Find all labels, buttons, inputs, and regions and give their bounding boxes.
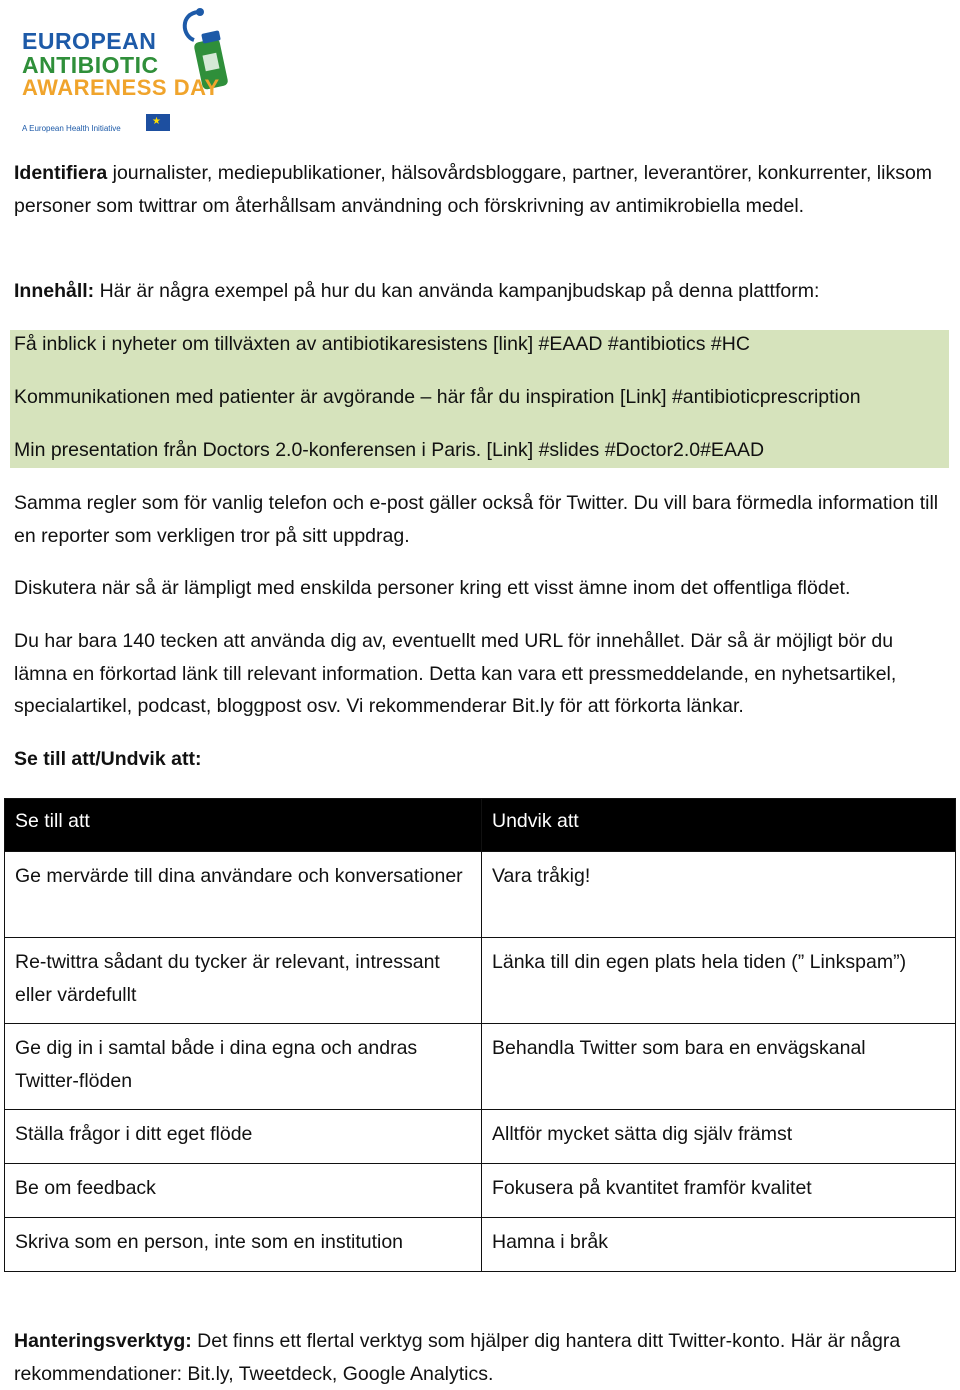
intro-text: journalister, mediepublikationer, hälsovårdsbloggare, partner, leverantörer, konkurrenter, liksom personer som twittrar om återhållsam användning och förskrivning av antimikrobiella medel.: [14, 162, 933, 217]
dont-cell: Hamna i bråk: [482, 1218, 956, 1272]
logo-line-european: EUROPEAN: [22, 28, 157, 54]
dont-cell: Vara tråkig!: [482, 852, 956, 938]
paragraph-characters: Du har bara 140 tecken att använda dig av, eventuellt med URL för innehållet. Där så är möjligt bör du lämna en förkortad länk till relevant information. Detta kan vara ett pressmeddelande, en nyhetsartikel, specialartikel, podcast, bloggpost osv. Vi rekommenderar Bit.ly för att förkorta länkar.: [14, 630, 897, 717]
example-tweet-2: Kommunikationen med patienter är avgörande – här får du inspiration [Link] #antibioticprescription: [14, 386, 861, 408]
intro-paragraph: [14, 157, 949, 222]
do-cell: Ge dig in i samtal både i dina egna och andras Twitter-flöden: [5, 1024, 482, 1110]
tools-text: Det finns ett flertal verktyg som hjälper dig hantera ditt Twitter-konto. Här är några rekommendationer: Bit.ly, Tweetdeck, Google Analytics.: [14, 1330, 901, 1385]
example-tweet-1: Få inblick i nyheter om tillväxten av antibiotikaresistens [link] #EAAD #antibiotics #HC: [14, 333, 750, 355]
table-row: [5, 1110, 956, 1164]
header-dont: Undvik att: [482, 799, 956, 852]
table-row: [5, 938, 956, 1024]
dont-cell: Fokusera på kvantitet framför kvalitet: [482, 1164, 956, 1218]
example-tweet-3: Min presentation från Doctors 2.0-konferensen i Paris. [Link] #slides #Doctor2.0#EAAD: [14, 439, 765, 461]
do-cell: Ge mervärde till dina användare och konversationer: [5, 852, 482, 938]
table-header-row: [5, 799, 956, 852]
dont-cell: Alltför mycket sätta dig själv främst: [482, 1110, 956, 1164]
dont-cell: Behandla Twitter som bara en envägskanal: [482, 1024, 956, 1110]
paragraph-discuss: Diskutera när så är lämpligt med enskilda personer kring ett visst ämne inom det offentliga flödet.: [14, 577, 851, 599]
content-text: Här är några exempel på hur du kan använda kampanjbudskap på denna plattform:: [94, 280, 820, 302]
do-cell: Skriva som en person, inte som en institution: [5, 1218, 482, 1272]
tools-paragraph: [14, 1325, 949, 1390]
intro-label: Identifiera: [14, 162, 108, 184]
do-cell: Be om feedback: [5, 1164, 482, 1218]
logo-line-awareness-day: AWARENESS DAY: [22, 75, 220, 100]
logo-line-antibiotic: ANTIBIOTIC: [22, 52, 159, 78]
tools-label: Hanteringsverktyg:: [14, 1330, 192, 1352]
section-heading: Se till att/Undvik att:: [14, 748, 202, 770]
do-dont-table: [4, 798, 956, 1272]
paragraph-rules: Samma regler som för vanlig telefon och e-post gäller också för Twitter. Du vill bara förmedla information till en reporter som verkligen tror på sitt uppdrag.: [14, 492, 939, 547]
eu-flag-icon: ★: [146, 114, 170, 131]
table-row: [5, 1218, 956, 1272]
table-row: [5, 852, 956, 938]
dont-cell: Länka till din egen plats hela tiden (” Linkspam”): [482, 938, 956, 1024]
eaad-logo: [18, 6, 233, 136]
do-cell: Re-twittra sådant du tycker är relevant, intressant eller värdefullt: [5, 938, 482, 1024]
table-row: [5, 1164, 956, 1218]
logo-tagline: A European Health Initiative: [22, 124, 121, 133]
table-row: [5, 1024, 956, 1110]
header-do: Se till att: [5, 799, 482, 852]
content-paragraph: [14, 275, 949, 308]
content-label: Innehåll:: [14, 280, 95, 302]
do-cell: Ställa frågor i ditt eget flöde: [5, 1110, 482, 1164]
